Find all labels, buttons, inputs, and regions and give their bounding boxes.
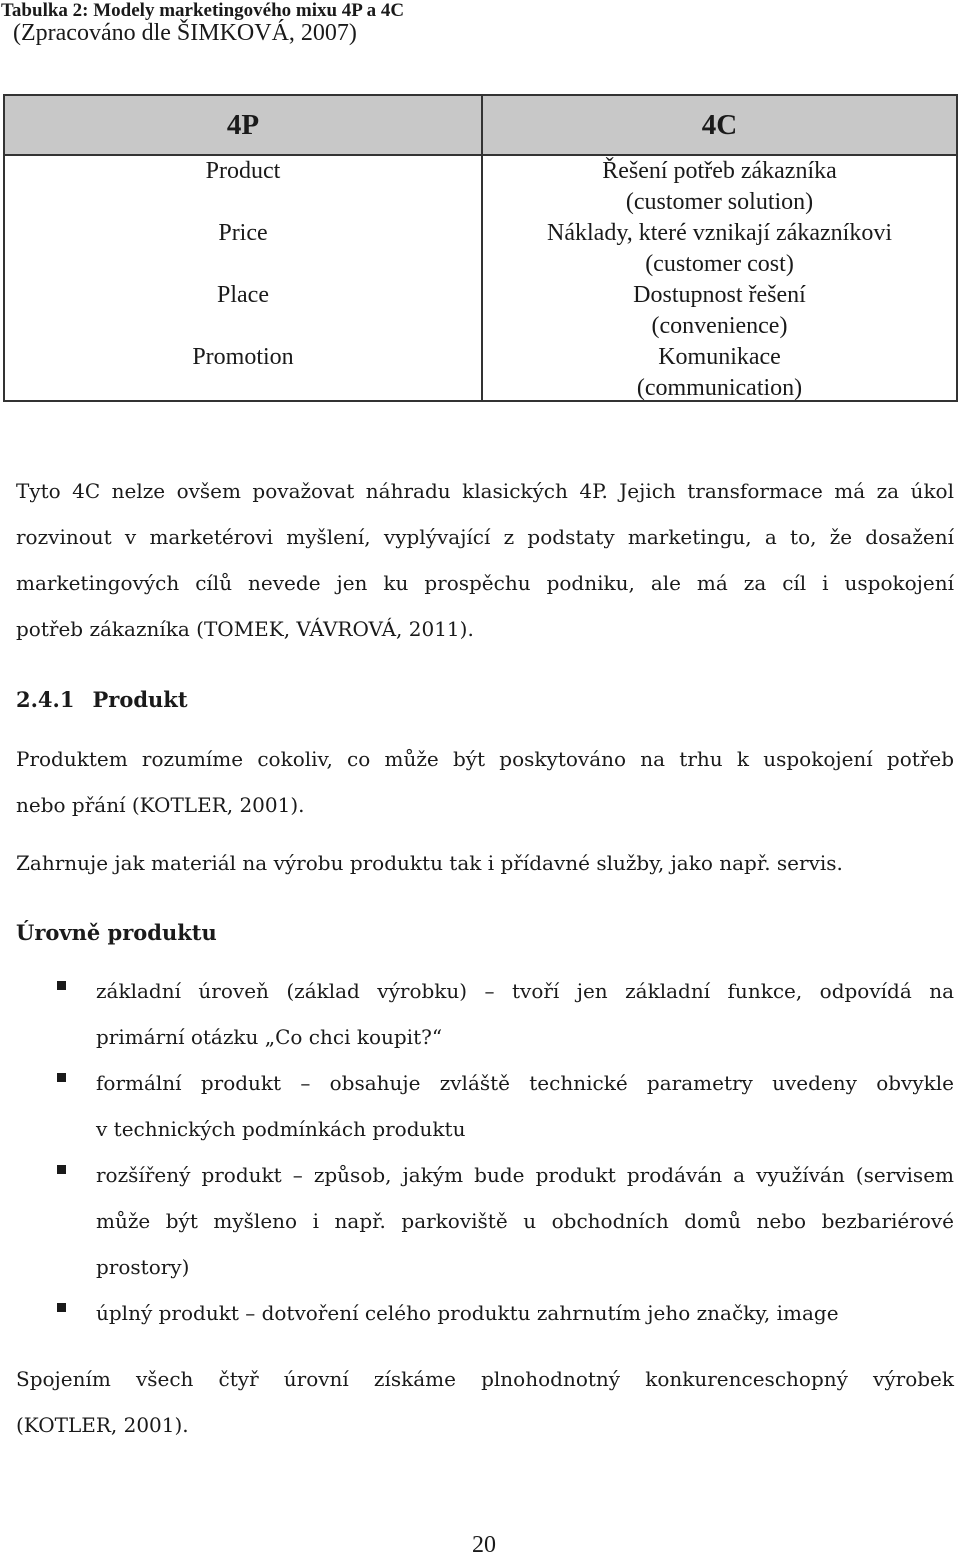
marketing-mix-table (3, 94, 958, 402)
table-cell-4p: Place (217, 282, 269, 308)
text-line: prostory) (96, 1255, 190, 1279)
bullet-square-icon (57, 1165, 66, 1174)
table-cell-4c-english: (communication) (636, 375, 803, 401)
text-line: nebo přání (KOTLER, 2001). (16, 793, 305, 817)
text-line: základní úroveň (základ výrobku) – tvoří jen základní funkce, odpovídá na (96, 979, 954, 1003)
table-caption-title: Tabulka 2: Modely marketingového mixu 4P a 4C (1, 0, 405, 21)
text-line: (KOTLER, 2001). (16, 1413, 189, 1437)
zahrnuje-paragraph: Zahrnuje jak materiál na výrobu produktu tak i přídavné služby, jako např. servis. (16, 851, 843, 875)
table-cell-4p: Promotion (192, 344, 294, 370)
page-number: 20 (472, 1532, 496, 1558)
table-header-4c: 4C (701, 109, 738, 141)
text-line: Produktem rozumíme cokoliv, co může být poskytováno na trhu k uspokojení potřeb (16, 747, 954, 771)
text-line: v technických podmínkách produktu (96, 1117, 466, 1141)
table-cell-4c: Komunikace (658, 344, 781, 370)
text-line: rozšířený produkt – způsob, jakým bude produkt prodáván a využíván (servisem (96, 1163, 954, 1187)
table-cell-4p: Price (218, 220, 268, 246)
list-item (16, 1060, 954, 1152)
table-cell-4c: Řešení potřeb zákazníka (602, 158, 837, 184)
text-line: Tyto 4C nelze ovšem považovat náhradu klasických 4P. Jejich transformace má za úkol (16, 479, 954, 503)
table-cell-4c: Dostupnost řešení (633, 282, 806, 308)
text-line: potřeb zákazníka (TOMEK, VÁVROVÁ, 2011). (16, 617, 474, 641)
intro-paragraph (16, 468, 954, 652)
text-line: může být myšleno i např. parkoviště u obchodních domů nebo bezbariérové (96, 1209, 954, 1233)
section-number: 2.4.1 (16, 687, 75, 712)
table-header-4p: 4P (226, 109, 260, 141)
levels-heading: Úrovně produktu (16, 920, 217, 945)
list-item (16, 968, 954, 1060)
text-line: formální produkt – obsahuje zvláště technické parametry uvedeny obvykle (96, 1071, 954, 1095)
text-line: Spojením všech čtyř úrovní získáme plnohodnotný konkurenceschopný výrobek (16, 1367, 954, 1391)
text-line: rozvinout v marketérovi myšlení, vyplývající z podstaty marketingu, a to, že dosažení (16, 525, 954, 549)
text-line: primární otázku „Co chci koupit?“ (96, 1025, 443, 1049)
list-item (16, 1152, 954, 1290)
text-line: úplný produkt – dotvoření celého produktu zahrnutím jeho značky, image (96, 1301, 839, 1325)
table-cell-4c: Náklady, které vznikají zákazníkovi (547, 220, 892, 246)
table-cell-4c-english: (customer cost) (645, 251, 794, 277)
bullet-square-icon (57, 1303, 66, 1312)
section-heading (16, 687, 188, 712)
table-caption-source: (Zpracováno dle ŠIMKOVÁ, 2007) (13, 20, 357, 46)
text-line: marketingových cílů nevede jen ku prospěchu podniku, ale má za cíl i uspokojení (16, 571, 954, 595)
list-item (16, 1290, 954, 1336)
table-cell-4c-english: (customer solution) (625, 189, 814, 215)
bullet-square-icon (57, 981, 66, 990)
product-levels-list (16, 968, 954, 1336)
produkt-paragraph (16, 736, 954, 828)
table-cell-4p: Product (205, 158, 281, 184)
conclusion-paragraph (16, 1356, 954, 1448)
section-title: Produkt (92, 687, 188, 712)
table-cell-4c-english: (convenience) (651, 313, 788, 339)
bullet-square-icon (57, 1073, 66, 1082)
